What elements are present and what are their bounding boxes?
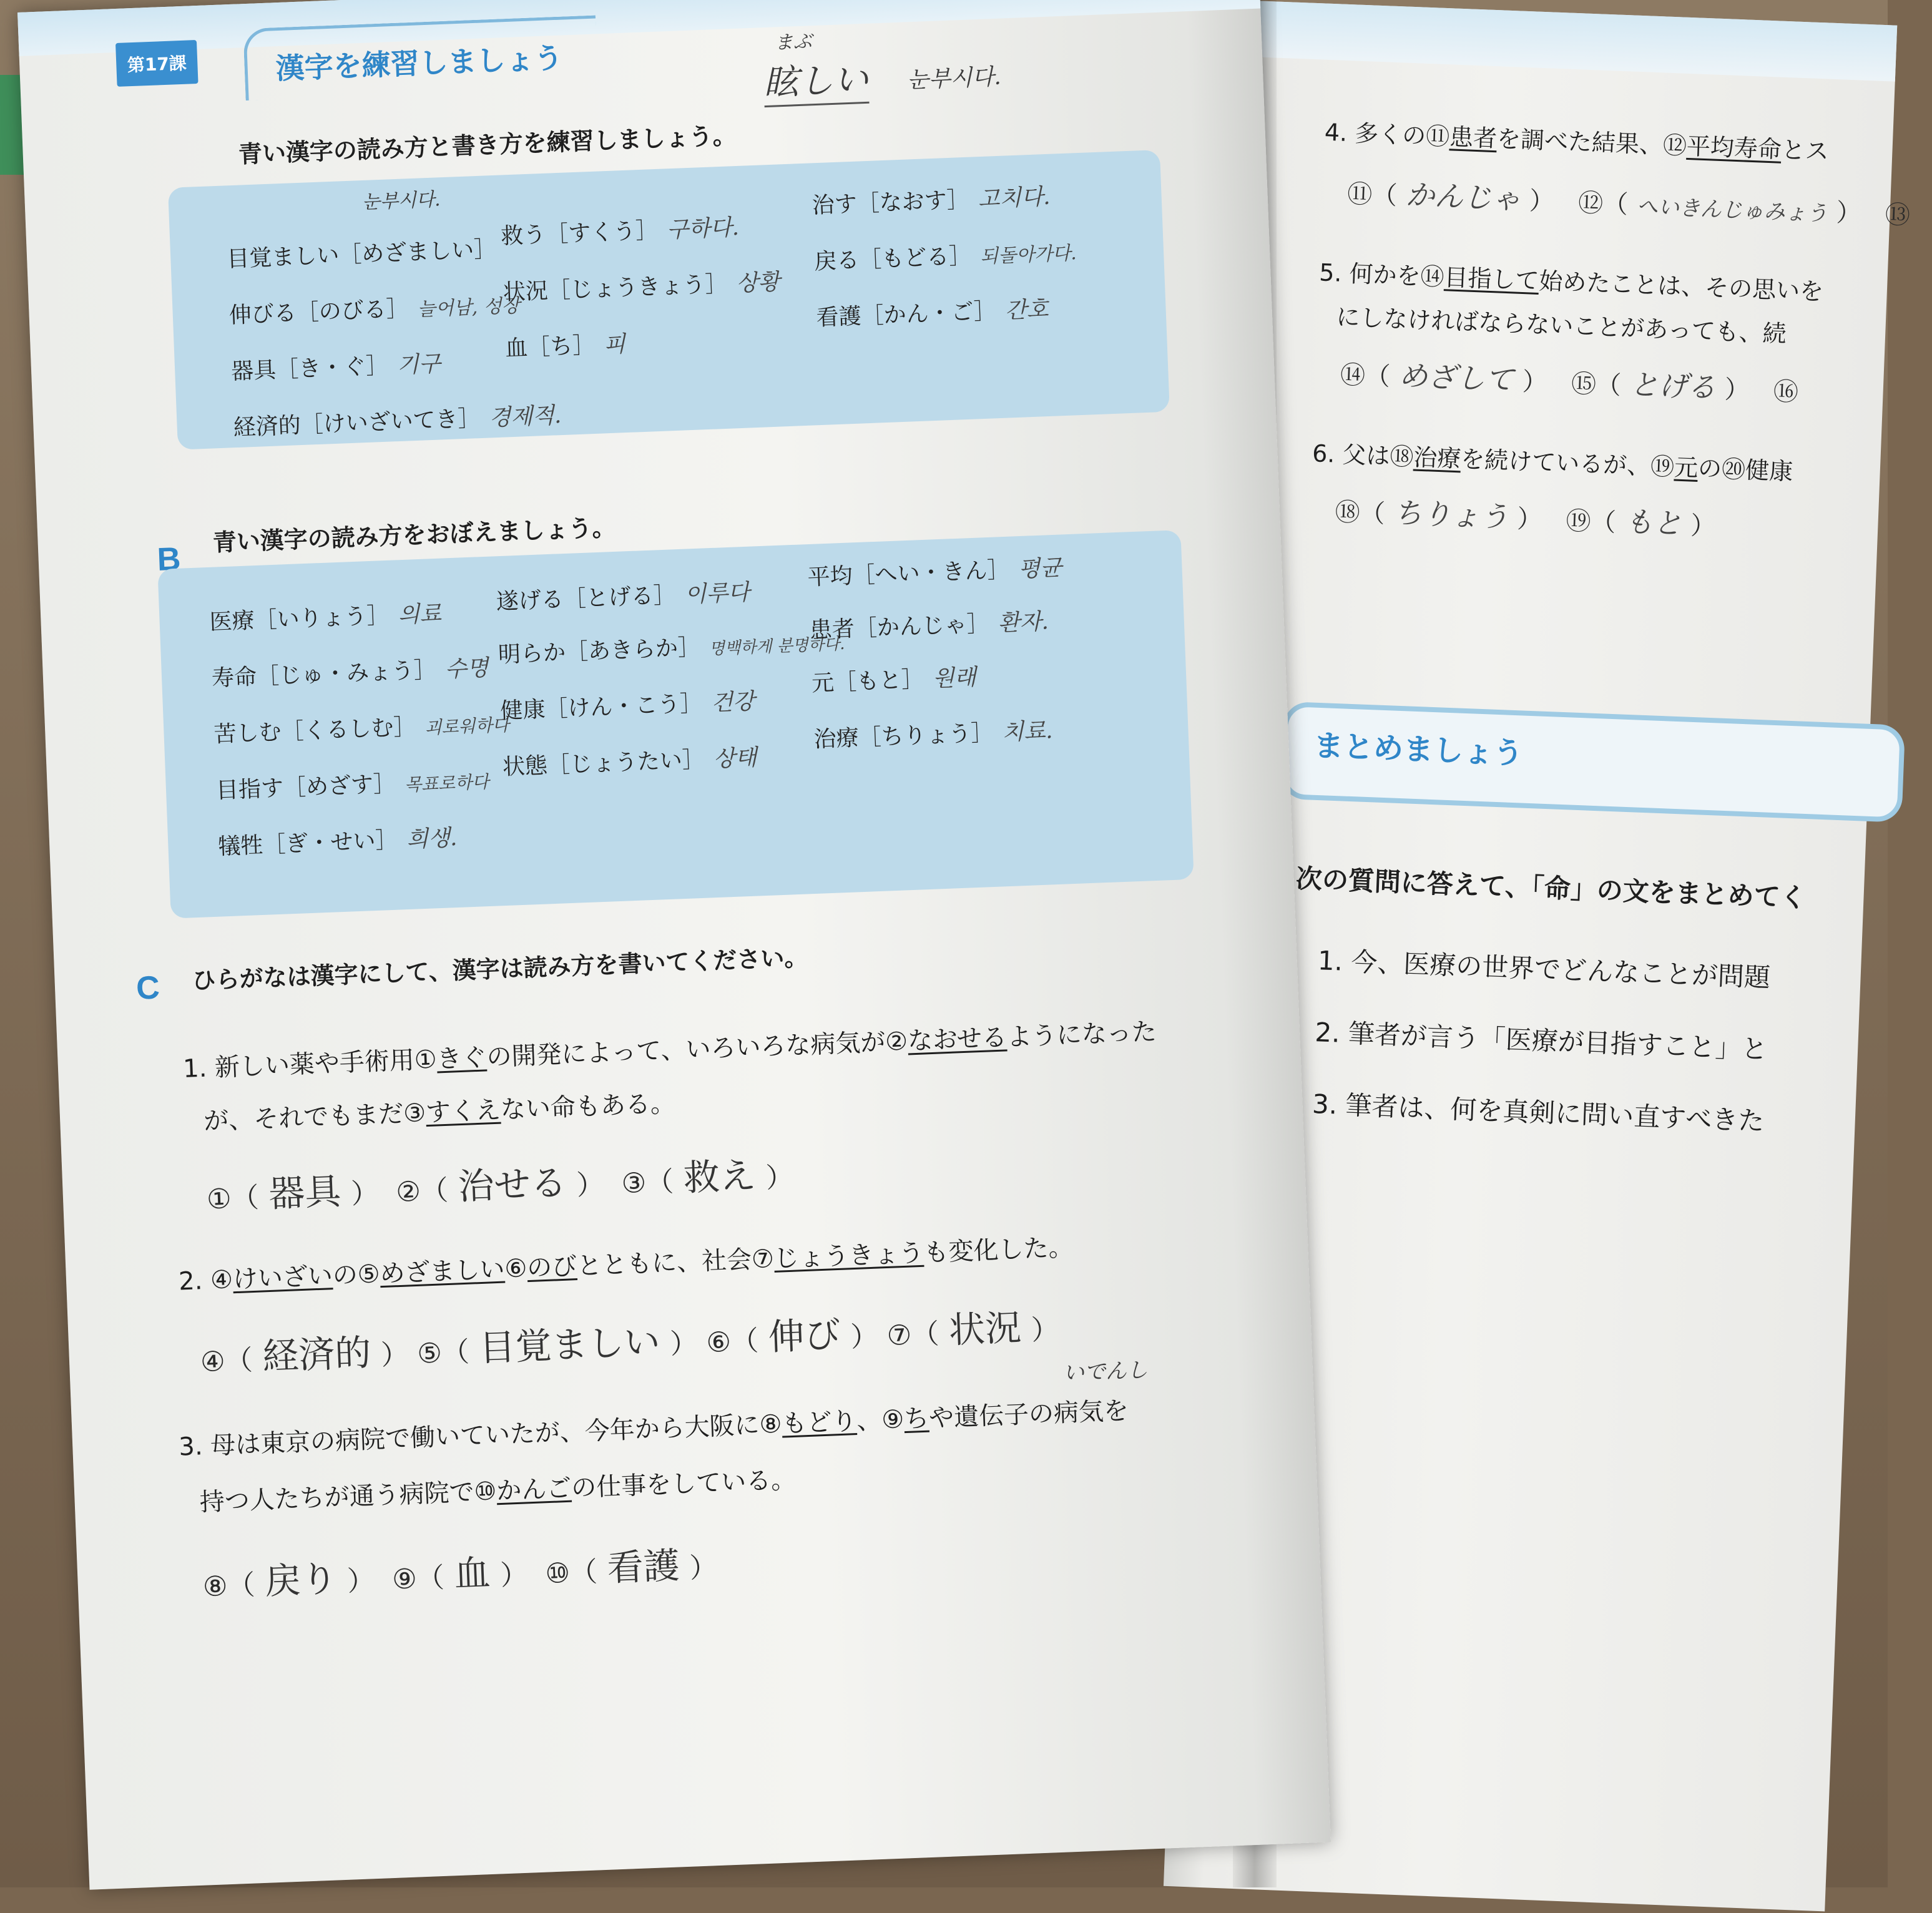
vocab-b-6: 患者［かんじゃ］ 환자. xyxy=(809,609,1049,644)
left-page-header-band xyxy=(17,0,1260,56)
vocab-b-12: 治療［ちりょう］ 치료. xyxy=(813,718,1054,753)
vocab-a-8: 血［ち］ 피 xyxy=(504,331,626,362)
vocab-b-3: 平均［へい・きん］ 평균 xyxy=(807,555,1062,591)
vocab-b-8: 健康［けん・こう］ 건강 xyxy=(499,688,755,725)
section-b-title: 青い漢字の読み方をおぼえましょう。 xyxy=(212,513,617,557)
section-title: 漢字を練習しましょう xyxy=(275,41,564,86)
vocab-a-3: 治す［なおす］ 고치다. xyxy=(812,183,1051,219)
lesson-number-tag: 第17課 xyxy=(115,40,199,87)
vocab-b-13: 犠牲［ぎ・せい］ 희생. xyxy=(217,824,458,860)
vocab-a-6: 戻る［もどる］ 되돌아가다. xyxy=(813,242,1077,275)
vocab-b-2: 遂げる［とげる］ 이루다 xyxy=(496,579,750,615)
question-4-answers: ⑪（ かんじゃ ） ⑫（ へいきんじゅみょう ） ⑬ xyxy=(1346,177,1911,230)
vocab-a-2: 救う［すくう］ 구하다. xyxy=(500,214,740,250)
question-5-answers: ⑭（ めざして ） ⑮（ とげる ） ⑯ xyxy=(1340,358,1799,408)
vocab-a-5: 状況［じょうきょう］ 상황 xyxy=(503,269,780,306)
question-5-line-2: にしなければならないことがあっても、続 xyxy=(1335,303,1787,348)
vocab-b-9: 元［もと］ 원래 xyxy=(811,664,977,697)
summary-question-3: 3. 筆者は、何を真剣に問い直すべきた xyxy=(1312,1089,1765,1137)
question-3-line-2: 持つ人たちが通う病院で⑩かんごの仕事をしている。 xyxy=(199,1465,797,1517)
section-a-margin-note: 눈부시다. xyxy=(361,188,441,214)
vocab-b-11: 状態［じょうたい］ 상태 xyxy=(502,745,758,781)
section-c-letter: C xyxy=(135,969,160,1007)
question-4: 4. 多くの⑪患者を調べた結果、⑫平均寿命とス xyxy=(1324,118,1830,165)
question-6-answers: ⑱（ ちりょう ） ⑲（ もと ） xyxy=(1334,496,1717,542)
question-3-line-1: 3. 母は東京の病院で働いていたが、今年から大阪に⑧もどり、⑨ちや遺伝子の病気を xyxy=(178,1396,1129,1462)
summary-question-1: 1. 今、医療の世界でどんなことが問題 xyxy=(1317,945,1771,993)
section-b-letter: B xyxy=(156,541,182,579)
vocab-a-4: 伸びる［のびる］ 늘어남, 성장 xyxy=(228,295,521,329)
note-word: 眩しい xyxy=(763,52,870,107)
vocab-a-1: 目覚ましい［めざましい］ xyxy=(226,236,497,273)
vocab-a-10: 経済的［けいざいてき］ 경제적. xyxy=(233,403,562,441)
section-c-title: ひらがなは漢字にして、漢字は読み方を書いてください。 xyxy=(191,943,809,995)
vocab-b-7: 苦しむ［くるしむ］ 괴로워하다 xyxy=(213,714,510,748)
question-2-answers: ④（ 経済的 ） ⑤（ 目覚ましい ） ⑥（ 伸び ） ⑦（ 状況 ） xyxy=(200,1306,1060,1379)
question-1-answers: ①（ 器具 ） ②（ 治せる ） ③（ 救え ） xyxy=(206,1153,794,1216)
question-3-note: いでんし xyxy=(1062,1358,1149,1386)
question-6: 6. 父は⑱治療を続けているが、⑲元の⑳健康 xyxy=(1312,439,1793,486)
note-furigana: まぶ xyxy=(774,31,813,54)
question-3-answers: ⑧（ 戻り ） ⑨（ 血 ） ⑩（ 看護 ） xyxy=(202,1544,718,1603)
vocab-b-4: 寿命［じゅ・みょう］ 수명 xyxy=(211,655,489,692)
question-1-line-1: 1. 新しい薬や手術用①きぐの開発によって、いろいろな病気が②なおせるようになった xyxy=(182,1017,1157,1084)
question-5-line-1: 5. 何かを⑭目指して始めたことは、その思いを xyxy=(1318,258,1824,306)
vocab-a-9: 看護［かん・ご］ 간호 xyxy=(815,296,1049,331)
vocab-a-7: 器具［き・ぐ］ 기구 xyxy=(230,351,441,385)
left-page xyxy=(17,0,1331,1890)
section-a-title: 青い漢字の読み方と書き方を練習しましょう。 xyxy=(238,121,737,169)
summary-instruction: 次の質問に答えて、「命」の文をまとめてく xyxy=(1295,863,1807,914)
question-2: 2. ④けいざいの⑤めざましい⑥のびとともに、社会⑦じょうきょうも変化した。 xyxy=(178,1233,1074,1296)
summary-title: まとめましょう xyxy=(1313,728,1524,771)
question-1-line-2: が、それでもまだ③すくえない命もある。 xyxy=(203,1089,676,1136)
vocab-b-1: 医療［いりょう］ 의료 xyxy=(208,600,442,635)
summary-question-2: 2. 筆者が言う「医療が目指すこと」と xyxy=(1314,1017,1768,1065)
vocab-b-5: 明らか［あきらか］ 명백하게 분명하다. xyxy=(498,634,845,668)
vocab-b-10: 目指す［めざす］ 목표로하다 xyxy=(215,771,489,804)
note-korean: 눈부시다. xyxy=(906,64,1002,94)
